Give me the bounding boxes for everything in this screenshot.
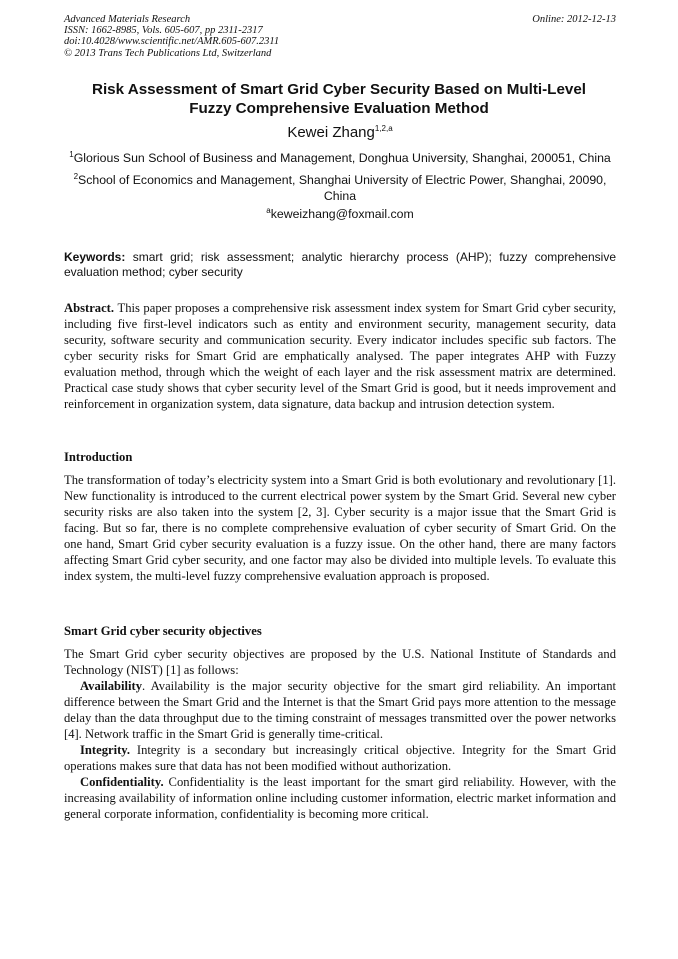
author-name: Kewei Zhang — [287, 124, 375, 141]
availability-label: Availability — [80, 679, 143, 693]
integrity-text: Integrity is a secondary but increasingly critical objective. Integrity for the Smart Grid operations makes sure that data has not been modified without authorization. — [64, 743, 616, 773]
abstract-text: This paper proposes a comprehensive risk assessment index system for Smart Grid cyber security, including five first-level indicators such as entity and environment security, management security, data security, software security and communication security. Every indicator includes specific sub factors. The cyber security risks for Smart Grid are emphatically analysed. The paper integrates AHP with Fuzzy evaluation method, through which the weight of each layer and the risk assessment matrix are determined. Practical case study shows that cyber security level of the Smart Grid is good, but it needs improvement and reinforcement in organization system, data signature, data backup and intrusion detection system. — [64, 301, 616, 411]
availability-text: . Availability is the major security objective for the smart gird reliability. An important difference between the Smart Grid and the Internet is that the Smart Grid pays more attention to the message delay than the data throughput due to the timing constraint of messages transmitted over the power networks [4]. Network traffic in the Smart Grid is generally time-critical. — [64, 679, 616, 741]
intro-paragraph: The transformation of today’s electricity system into a Smart Grid is both evolutionary and revolutionary [1]. New functionality is introduced to the current electrical power system by the Smart Grid. Several new cyber security risks are also taken into the system [2, 3]. Cyber security is a major issue that the Smart Grid is facing. But so far, there is no complete comprehensive evaluation of cyber security of Smart Grid. On the one hand, Smart Grid cyber security evaluation is a fuzzy issue. On the other hand, there are many factors affecting Smart Grid cyber security, and one factor may also be divided into multiple levels. To evaluate this index system, the multi-level fuzzy comprehensive evaluation approach is proposed. — [64, 473, 616, 583]
integrity-label: Integrity. — [80, 743, 131, 757]
author-line — [64, 124, 616, 141]
title-line-2: Fuzzy Comprehensive Evaluation Method — [189, 100, 489, 117]
affiliation-1 — [64, 150, 616, 166]
abstract-label: Abstract. — [64, 301, 115, 315]
email-text: keweizhang@foxmail.com — [270, 207, 414, 221]
paper-title — [54, 80, 624, 118]
keywords-label: Keywords: — [64, 250, 126, 264]
author-marks: 1,2,a — [374, 124, 393, 133]
objectives-heading: Smart Grid cyber security objectives — [64, 624, 262, 638]
issn-line: ISSN: 1662-8985, Vols. 605-607, pp 2311-2317 — [64, 25, 263, 37]
author-email — [64, 206, 616, 222]
affiliation-1-mark: 1 — [69, 149, 74, 159]
journal-header — [64, 14, 616, 59]
copyright-line: © 2013 Trans Tech Publications Ltd, Switzerland — [64, 47, 272, 59]
objectives-section — [64, 646, 616, 822]
confidentiality-paragraph — [64, 774, 616, 822]
journal-name: Advanced Materials Research — [64, 14, 191, 25]
title-line-1: Risk Assessment of Smart Grid Cyber Security Based on Multi-Level — [91, 81, 587, 98]
intro-heading: Introduction — [64, 450, 133, 464]
doi-line: doi:10.4028/www.scientific.net/AMR.605-607.2311 — [64, 36, 280, 48]
affiliation-2-text: School of Economics and Management, Shanghai University of Electric Power, Shanghai, 20090, China — [78, 173, 607, 203]
affiliation-1-text: Glorious Sun School of Business and Management, Donghua University, Shanghai, 200051, China — [73, 151, 611, 165]
keywords-text: smart grid; risk assessment; analytic hierarchy process (AHP); fuzzy comprehensive evaluation method; cyber security — [64, 250, 616, 279]
confidentiality-text: Confidentiality is the least important for the smart gird reliability. However, with the increasing availability of information online including customer information, electric market information and general corporate information, confidentiality is becoming more critical. — [64, 775, 616, 821]
affiliation-2 — [64, 172, 616, 204]
objectives-lead: The Smart Grid cyber security objectives are proposed by the U.S. National Institute of Standards and Technology (NIST) [1] as follows: — [64, 647, 616, 677]
keywords — [64, 250, 616, 279]
availability-paragraph — [64, 678, 616, 742]
email-mark: a — [266, 205, 271, 215]
integrity-paragraph — [64, 742, 616, 774]
affiliation-2-mark: 2 — [73, 171, 79, 181]
confidentiality-label: Confidentiality. — [80, 775, 164, 789]
online-date: Online: 2012-12-13 — [532, 14, 616, 25]
abstract — [64, 300, 616, 412]
